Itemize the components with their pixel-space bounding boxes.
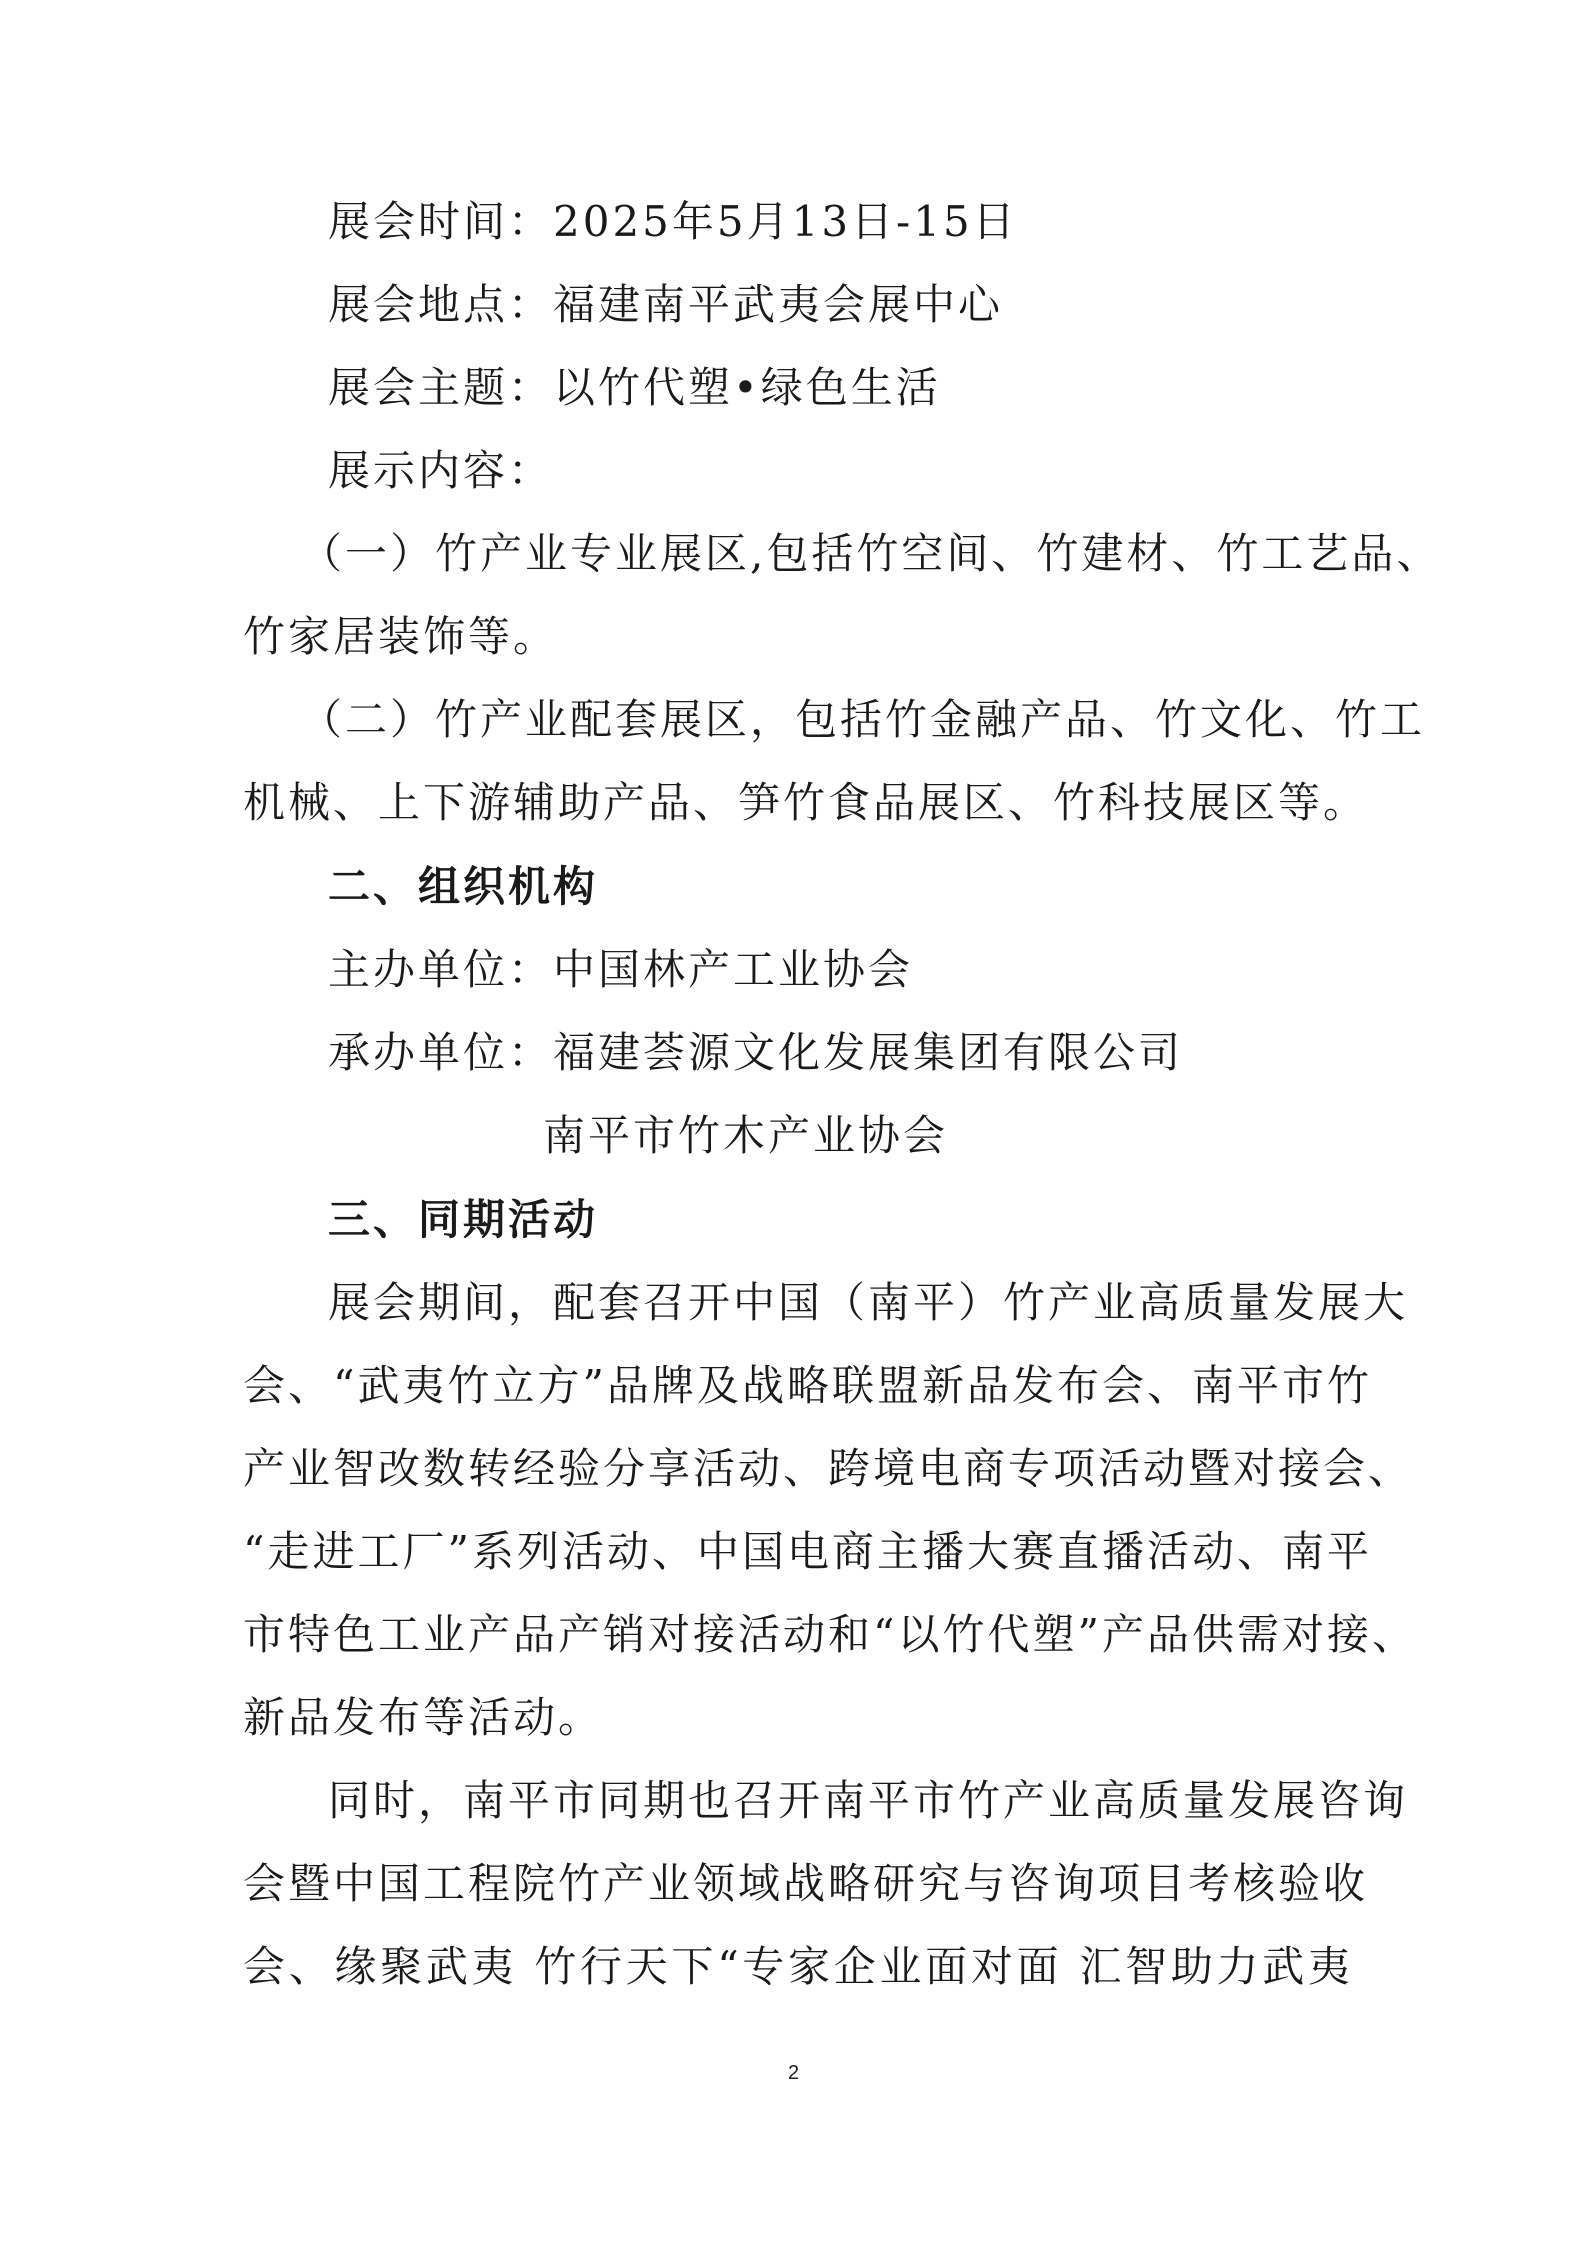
host-organization: 主办单位：中国林产工业协会 (328, 945, 914, 994)
exhibition-venue: 展会地点：福建南平武夷会展中心 (328, 280, 1004, 329)
events-paragraph-line-4: “走进工厂”系列活动、中国电商主播大赛直播活动、南平 (243, 1527, 1372, 1576)
events-paragraph-line-6: 新品发布等活动。 (243, 1693, 604, 1742)
meanwhile-paragraph-line-1: 同时，南平市同期也召开南平市竹产业高质量发展咨询 (328, 1776, 1409, 1825)
content-item-1-line-1: （一）竹产业专业展区,包括竹空间、竹建材、竹工艺品、 (300, 529, 1442, 578)
events-paragraph-line-2: 会、“武夷竹立方”品牌及战略联盟新品发布会、南平市竹 (243, 1361, 1372, 1410)
events-paragraph-line-1: 展会期间，配套召开中国（南平）竹产业高质量发展大 (328, 1278, 1409, 1327)
co-organizer: 南平市竹木产业协会 (543, 1111, 949, 1160)
events-paragraph-line-5: 市特色工业产品产销对接活动和“以竹代塑”产品供需对接、 (243, 1610, 1417, 1659)
content-item-2-line-1: （二）竹产业配套展区，包括竹金融产品、竹文化、竹工 (300, 695, 1426, 744)
meanwhile-paragraph-line-3: 会、缘聚武夷 竹行天下“专家企业面对面 汇智助力武夷 (243, 1942, 1353, 1991)
meanwhile-paragraph-line-2: 会暨中国工程院竹产业领域战略研究与咨询项目考核验收 (243, 1859, 1369, 1908)
section-heading-organization: 二、组织机构 (328, 862, 599, 911)
exhibition-content-label: 展示内容： (328, 446, 554, 495)
exhibition-time: 展会时间：2025年5月13日-15日 (328, 197, 1018, 246)
page-number: 2 (787, 2062, 800, 2084)
events-paragraph-line-3: 产业智改数转经验分享活动、跨境电商专项活动暨对接会、 (243, 1444, 1414, 1493)
section-heading-concurrent-events: 三、同期活动 (328, 1195, 599, 1244)
exhibition-theme: 展会主题：以竹代塑•绿色生活 (328, 363, 941, 412)
content-item-2-line-2: 机械、上下游辅助产品、笋竹食品展区、竹科技展区等。 (243, 778, 1369, 827)
organizer: 承办单位：福建荟源文化发展集团有限公司 (328, 1028, 1184, 1077)
content-item-1-line-2: 竹家居装饰等。 (243, 612, 559, 661)
